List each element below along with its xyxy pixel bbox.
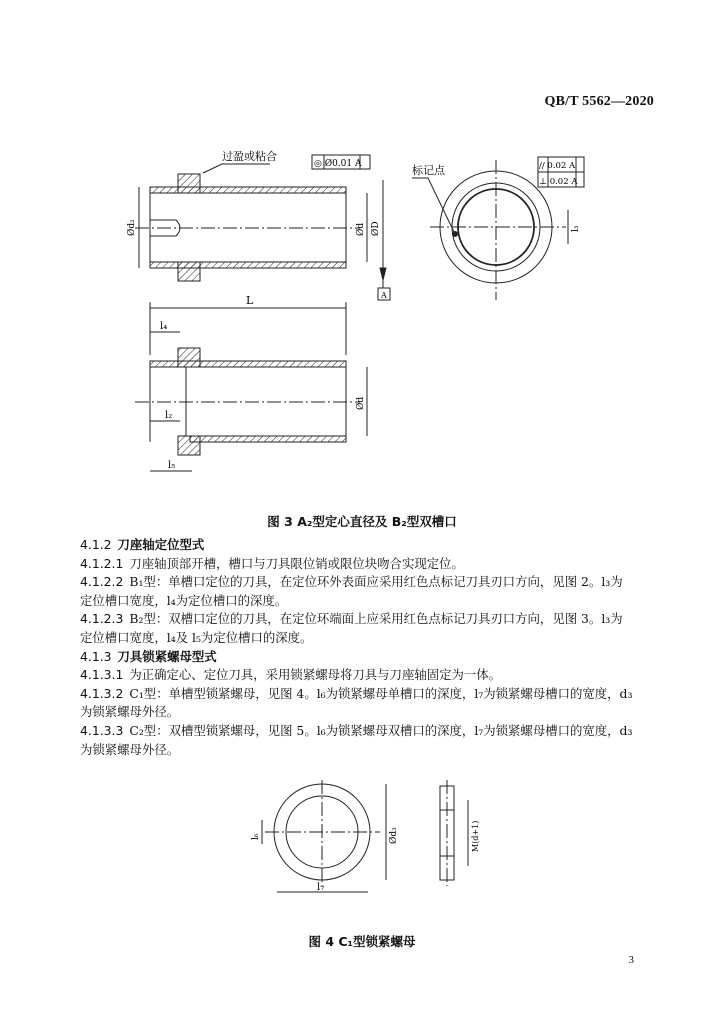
dim-l3: l₃ [571,225,581,232]
paragraph-line [80,703,650,722]
clause-number: 4.1.3.3 [80,722,124,738]
clause-text: 定位槽口宽度，l₄及 l₅为定位槽口的深度。 [80,629,313,645]
dim-thread: M(d+1) [471,820,480,852]
section-heading [80,536,650,555]
tol-parallel: // 0.02 A [539,161,576,171]
callout-mark-point: 标记点 [412,164,445,177]
figure-4-drawing [0,780,724,910]
figure-4-caption: 图 4 C₁型锁紧螺母 [308,934,416,949]
dim-D: ØD [371,221,381,236]
dim-L: L [246,294,254,307]
clause-number: 4.1.2 [80,537,112,552]
dim-l7: l₇ [317,882,325,893]
clause-text: C₁型：单槽型锁紧螺母，见图 4。l₆为锁紧螺母单槽口的深度，l₇为锁紧螺母槽口的宽度，d₃ [129,685,633,701]
clause-text: 定位槽口宽度，l₄为定位槽口的深度。 [80,592,288,608]
clause-text: 为锁紧螺母外径。 [80,704,180,720]
paragraph-line [80,685,650,704]
page-number: 3 [628,954,634,966]
clause-text: 刀座轴定位型式 [117,537,205,552]
section-heading [80,648,650,667]
clause-number: 4.1.3.2 [80,685,124,701]
paragraph-line [80,666,650,685]
callout-interference: 过盈或粘合 [222,150,277,163]
dim-d2: Ød₂ [127,219,137,236]
paragraph-line [80,629,650,648]
clause-text: 刀座轴顶部开槽，槽口与刀具限位销或限位块吻合实现定位。 [129,555,464,571]
clause-text: C₂型：双槽型锁紧螺母，见图 5。l₆为锁紧螺母双槽口的深度，l₇为锁紧螺母槽口的宽度，d₃ [129,722,633,738]
body-text [80,536,650,759]
clause-text: B₁型：单槽口定位的刀具，在定位环外表面应采用红色点标记刀具刃口方向，见图 2。l₃为 [129,574,623,590]
paragraph-line [80,722,650,741]
dim-l2: l₂ [165,410,173,421]
dim-l5: l₅ [168,460,176,471]
clause-text: 刀具锁紧螺母型式 [117,648,217,664]
figure-4 [0,780,724,910]
paragraph-line [80,573,650,592]
clause-text: B₂型：双槽口定位的刀具，在定位环端面上应采用红色点标记刀具刃口方向，见图 3。l₃为 [129,611,623,627]
tol-concentricity: ◎ Ø0.01 A [314,159,362,169]
paragraph-line [80,741,650,760]
datum-label: A [381,291,387,300]
dim-d: Ød [356,222,366,236]
dim-l6: l₆ [251,833,261,840]
clause-number: 4.1.2.3 [80,611,124,627]
dim-d3: Ød₃ [389,827,399,844]
figure-3-drawing [0,140,724,500]
dim-l4: l₄ [160,321,168,332]
clause-number: 4.1.2.1 [80,555,124,571]
dim-d-lower: Ød [356,396,366,410]
clause-number: 4.1.3.1 [80,667,124,683]
paragraph-line [80,610,650,629]
figure-3 [0,140,724,500]
tol-perpendicular: ⊥ 0.02 A [539,177,578,187]
clause-text: 为锁紧螺母外径。 [80,741,180,757]
standard-code: QB/T 5562—2020 [544,94,654,109]
clause-text: 为正确定心、定位刀具，采用锁紧螺母将刀具与刀座轴固定为一体。 [129,667,502,683]
paragraph-line [80,555,650,574]
paragraph-line [80,592,650,611]
clause-number: 4.1.2.2 [80,574,124,590]
clause-number: 4.1.3 [80,648,112,664]
figure-3-caption: 图 3 A₂型定心直径及 B₂型双槽口 [267,514,457,529]
